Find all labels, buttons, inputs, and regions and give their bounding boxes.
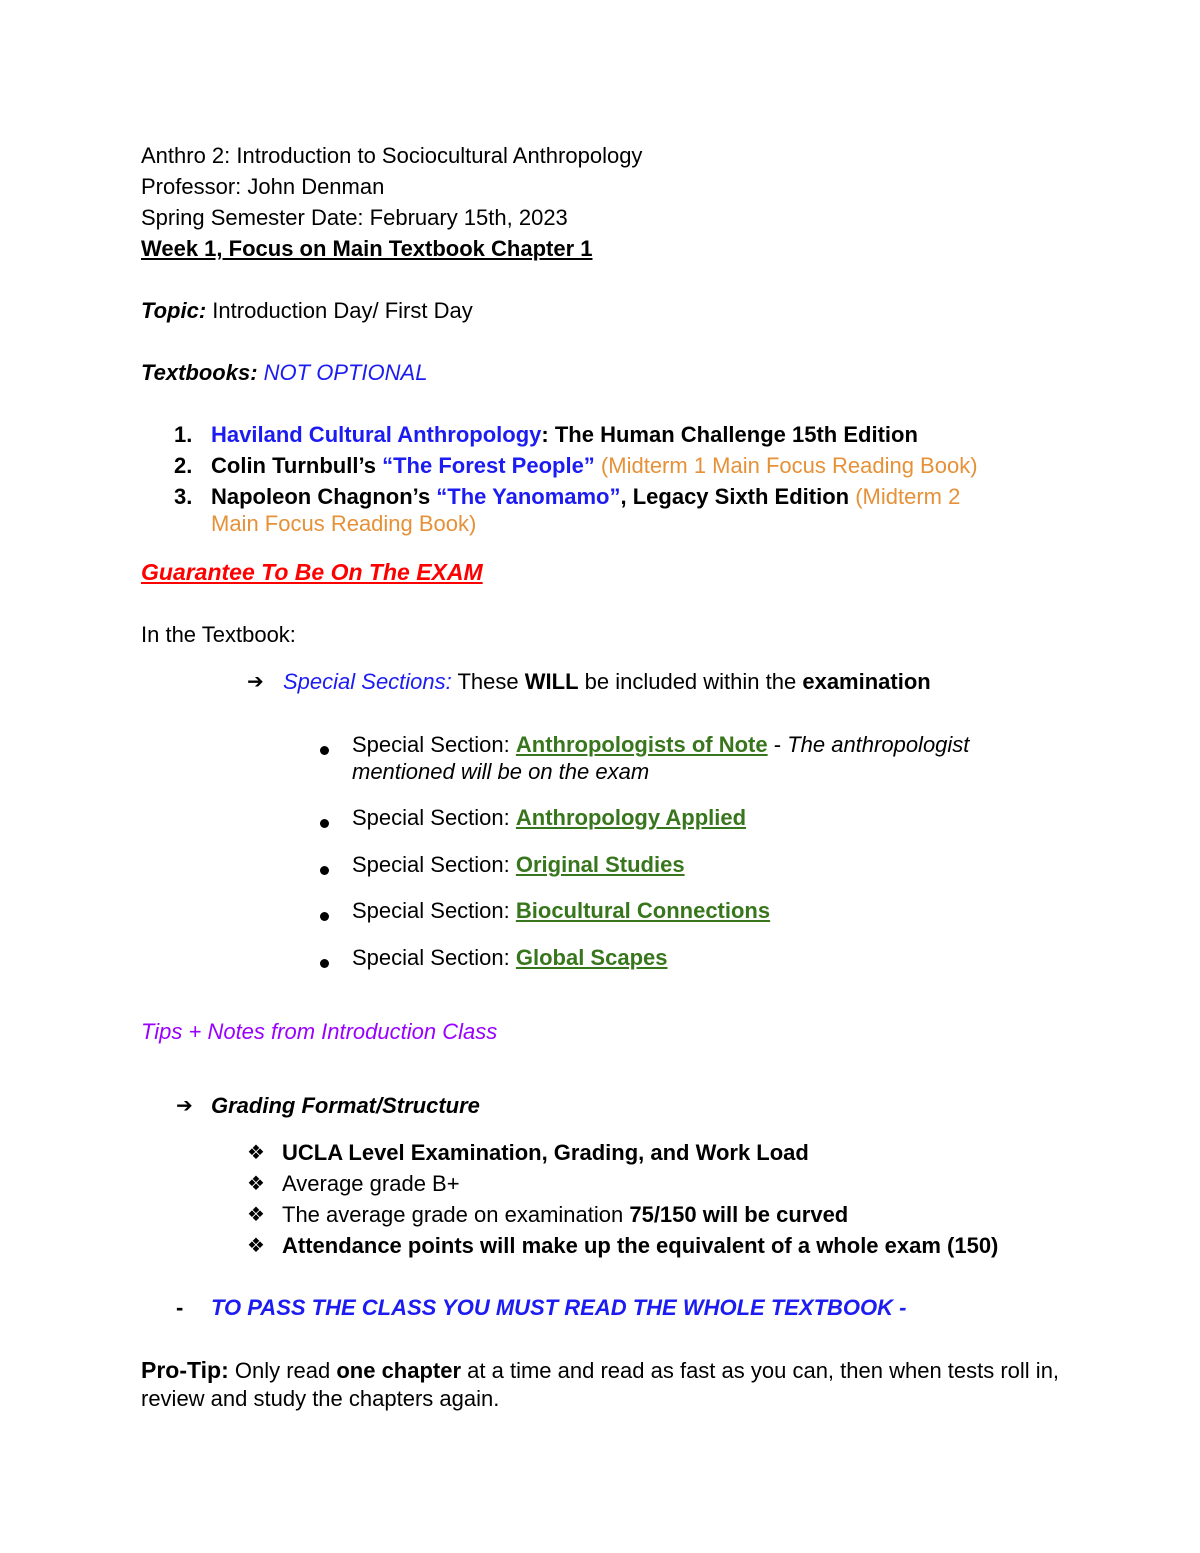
- bullet-icon: [320, 746, 329, 755]
- diamond-icon: ❖: [247, 1235, 265, 1257]
- tips-heading: Tips + Notes from Introduction Class: [141, 1019, 498, 1044]
- diamond-icon: ❖: [247, 1173, 265, 1195]
- pass-class-warning: TO PASS THE CLASS YOU MUST READ THE WHOLE TEXTBOOK -: [211, 1295, 907, 1320]
- diamond-icon: ❖: [247, 1142, 265, 1164]
- special-sections-intro: [283, 668, 931, 696]
- special-section-link[interactable]: Anthropologists of Note: [515, 732, 768, 757]
- special-section-link[interactable]: Global Scapes: [515, 945, 668, 970]
- protip-label: Pro-Tip:: [141, 1357, 229, 1383]
- textbook-item-2: [211, 452, 978, 480]
- item-prefix: Special Section:: [352, 852, 516, 877]
- protip-text: at a time and read as fast as you can, then when tests roll in,: [461, 1358, 1060, 1383]
- textbook-title: “The Forest People”: [382, 453, 595, 478]
- textbook-author: Napoleon Chagnon’s: [211, 484, 437, 509]
- list-number: 2.: [174, 453, 193, 478]
- item-note: The anthropologist: [787, 732, 970, 757]
- intro-emphasis: examination: [802, 669, 931, 694]
- protip-continued: review and study the chapters again.: [141, 1386, 500, 1411]
- special-sections-label: Special Sections:: [283, 669, 452, 694]
- textbooks-label: Textbooks:: [141, 360, 264, 385]
- special-section-link[interactable]: Biocultural Connections: [515, 898, 771, 923]
- arrow-icon: ➔: [247, 671, 264, 693]
- item-text: The average grade on examination: [282, 1202, 630, 1227]
- intro-emphasis: WILL: [524, 669, 579, 694]
- special-section-item: [352, 731, 969, 759]
- bullet-icon: [320, 912, 329, 921]
- item-prefix: Special Section:: [352, 945, 516, 970]
- textbook-subtitle: : The Human Challenge 15th Edition: [541, 422, 918, 447]
- intro-text: These: [451, 669, 525, 694]
- grading-item: Average grade B+: [282, 1171, 460, 1196]
- grading-heading: Grading Format/Structure: [211, 1093, 480, 1118]
- textbook-item-3: [211, 483, 960, 511]
- protip-line: [141, 1356, 1059, 1385]
- protip-text: Only read: [228, 1358, 337, 1383]
- bullet-icon: [320, 819, 329, 828]
- textbook-title: “The Yanomamo”: [436, 484, 621, 509]
- guarantee-heading: Guarantee To Be On The EXAM: [141, 559, 483, 585]
- item-note-continued: mentioned will be on the exam: [352, 759, 650, 784]
- week-heading: Week 1, Focus on Main Textbook Chapter 1: [141, 236, 593, 261]
- special-section-item: [352, 944, 668, 972]
- protip-emphasis: one chapter: [336, 1358, 462, 1383]
- textbooks-line: [141, 359, 427, 387]
- textbooks-value: NOT OPTIONAL: [263, 360, 428, 385]
- textbook-item-1: [211, 421, 918, 449]
- topic-label: Topic:: [141, 298, 207, 323]
- special-section-item: [352, 804, 746, 832]
- item-emphasis: 75/150 will be curved: [629, 1202, 849, 1227]
- special-section-link[interactable]: Original Studies: [515, 852, 685, 877]
- textbook-note: (Midterm 2: [849, 484, 961, 509]
- topic-value: Introduction Day/ First Day: [206, 298, 473, 323]
- textbook-title: Haviland Cultural Anthropology: [211, 422, 542, 447]
- item-separator: -: [767, 732, 788, 757]
- bullet-icon: [320, 866, 329, 875]
- item-prefix: Special Section:: [352, 805, 516, 830]
- grading-item: UCLA Level Examination, Grading, and Work Load: [282, 1140, 809, 1165]
- date-line: Spring Semester Date: February 15th, 2023: [141, 205, 568, 230]
- in-textbook-label: In the Textbook:: [141, 622, 296, 647]
- dash-marker: -: [176, 1295, 184, 1320]
- intro-text: be included within the: [578, 669, 803, 694]
- topic-line: [141, 297, 473, 325]
- textbook-edition: , Legacy Sixth Edition: [620, 484, 850, 509]
- textbook-note-continued: Main Focus Reading Book): [211, 511, 477, 536]
- list-number: 1.: [174, 422, 193, 447]
- course-title: Anthro 2: Introduction to Sociocultural Anthropology: [141, 143, 643, 168]
- arrow-icon: ➔: [176, 1095, 193, 1117]
- item-prefix: Special Section:: [352, 898, 516, 923]
- professor-line: Professor: John Denman: [141, 174, 385, 199]
- grading-item: [282, 1201, 848, 1229]
- diamond-icon: ❖: [247, 1204, 265, 1226]
- item-prefix: Special Section:: [352, 732, 516, 757]
- list-number: 3.: [174, 484, 193, 509]
- bullet-icon: [320, 959, 329, 968]
- special-section-item: [352, 897, 770, 925]
- textbook-note: (Midterm 1 Main Focus Reading Book): [594, 453, 978, 478]
- special-section-link[interactable]: Anthropology Applied: [515, 805, 747, 830]
- grading-item: Attendance points will make up the equivalent of a whole exam (150): [282, 1233, 999, 1258]
- textbook-author: Colin Turnbull’s: [211, 453, 383, 478]
- special-section-item: [352, 851, 685, 879]
